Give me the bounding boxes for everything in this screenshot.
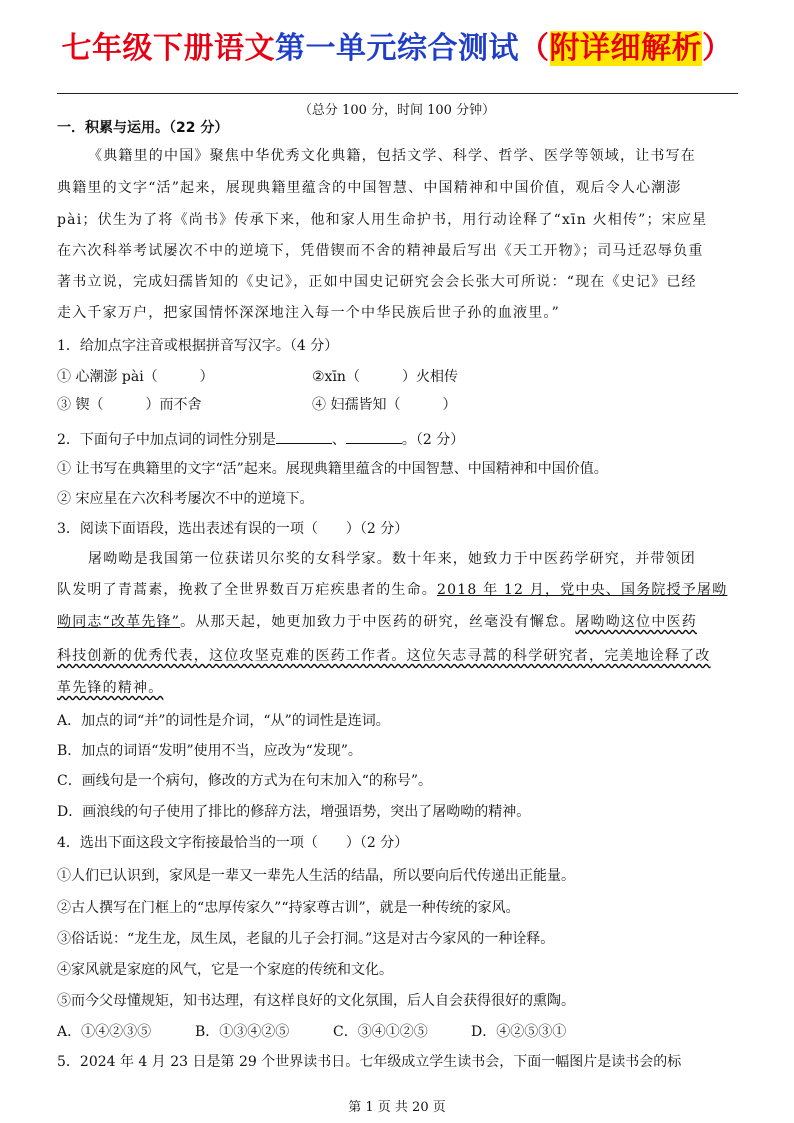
q3-underlined: 呦同志“改革先锋” (57, 614, 181, 630)
q4-choice-c: C．③④①②⑤ (333, 1024, 428, 1040)
q4-sentence: ④家风就是家庭的风气，它是一个家庭的传统和文化。 (57, 962, 393, 978)
title-highlight: 附详细解析 (549, 31, 702, 66)
q4-sentence: ②古人撰写在门框上的“忠厚传家久”“持家尊古训”，就是一种传统的家风。 (57, 900, 520, 916)
question-3-stem: 3．阅读下面语段，选出表述有误的一项（ ）（2 分） (57, 521, 409, 537)
title-part-grade: 七年级下册语文 (61, 31, 275, 66)
q3-wavy: 革先锋的精神。 (57, 680, 164, 696)
q3-wavy: 屠呦呦这位中医药 (575, 614, 697, 630)
page-footer: 第 1 页 共 20 页 (348, 1100, 446, 1115)
title-paren-close: ） (702, 31, 733, 66)
q1-item: ① 心潮澎 pài（ ） (57, 369, 214, 385)
q3-passage-line (57, 580, 727, 600)
q3-passage-line (57, 612, 697, 632)
q1-item: ④ 妇孺皆知（ ） (312, 397, 457, 413)
q3-option: B．加点的词语“发明”使用不当，应改为“发现”。 (57, 743, 362, 759)
question-5-stem: 5．2024 年 4 月 23 日是第 29 个世界读书日。七年级成立学生读书会，下面一幅图片是读书会的标 (57, 1054, 682, 1070)
q2-stem-a: 2．下面句子中加点词的词性分别是 (57, 432, 276, 448)
q3-text: 。从那天起，她更加致力于中医药的研究，丝毫没有懈怠。 (180, 614, 576, 630)
document-title (0, 30, 794, 68)
q4-sentence: ⑤而今父母懂规矩，知书达理，有这样良好的文化氛围，后人自会获得很好的熏陶。 (57, 993, 575, 1009)
q3-underlined: 2018 年 12 月，党中央、国务院授予屠呦 (437, 582, 728, 598)
answer-blank[interactable] (346, 429, 402, 444)
question-1-stem: 1．给加点字注音或根据拼音写汉字。（4 分） (57, 338, 339, 354)
exam-meta: （总分 100 分，时间 100 分钟） (298, 103, 496, 118)
section-heading: 一．积累与运用。（22 分） (57, 120, 229, 136)
question-2-stem (57, 429, 464, 450)
q4-sentence: ③俗话说：“龙生龙，凤生凤，老鼠的儿子会打洞。”这是对古今家风的一种诠释。 (57, 931, 555, 947)
q2-stem-sep: 、 (331, 432, 346, 448)
passage-line: 在六次科举考试屡次不中的逆境下，凭借锲而不舍的精神最后写出《天工开物》；司马迁忍辱负重 (57, 243, 704, 259)
answer-blank[interactable] (276, 429, 332, 444)
q2-sentence: ② 宋应星在六次科考屡次不中的逆境下。 (57, 491, 314, 507)
passage-line: 著书立说，完成妇孺皆知的《史记》，正如中国史记研究会会长张大可所说：“现在《史记》已经 (57, 274, 697, 290)
title-divider (57, 93, 738, 94)
q2-sentence: ① 让书写在典籍里的文字“活”起来。展现典籍里蕴含的中国智慧、中国精神和中国价值。 (57, 461, 608, 477)
q2-stem-b: 。（2 分） (401, 432, 465, 448)
q3-passage-line (57, 646, 711, 666)
q3-text: 队发明了青蒿素，挽救了全世界数百万疟疾患者的生命。 (57, 582, 437, 598)
q3-wavy: 科技创新的优秀代表，这位攻坚克难的医药工作者。这位矢志寻蒿的科学研究者，完美地诠释了改 (57, 648, 711, 664)
q4-sentence: ①人们已认识到，家风是一辈又一辈先人生活的结晶，所以要向后代传递出正能量。 (57, 868, 575, 884)
passage-line: pài；伏生为了将《尚书》传承下来，他和家人用生命护书，用行动诠释了“xīn 火相传”；宋应星 (57, 212, 708, 228)
question-4-stem: 4．选出下面这段文字衔接最恰当的一项（ ）（2 分） (57, 835, 409, 851)
q4-choice-d: D．④②⑤③① (471, 1024, 567, 1040)
q3-passage-line (57, 678, 163, 698)
passage-line: 走入千家万户，把家国情怀深深地注入每一个中华民族后世子孙的血液里。” (57, 305, 560, 321)
q1-item: ②xīn（ ）火相传 (312, 369, 458, 385)
q3-option: C．画线句是一个病句，修改的方式为在句末加入“的称号”。 (57, 773, 433, 789)
q3-passage-line: 屠呦呦是我国第一位获诺贝尔奖的女科学家。数十年来，她致力于中医药学研究，并带领团 (88, 551, 696, 567)
q4-choice-a: A．①④②③⑤ (57, 1024, 152, 1040)
title-paren-open: （ (519, 31, 550, 66)
passage-line: 典籍里的文字“活”起来，展现典籍里蕴含的中国智慧、中国精神和中国价值，观后令人心潮澎 (57, 180, 682, 196)
q4-choice-b: B．①③④②⑤ (195, 1024, 290, 1040)
q1-item: ③ 锲（ ）而不舍 (57, 397, 202, 413)
q3-option: A．加点的词“并”的词性是介词，“从”的词性是连词。 (57, 713, 390, 729)
title-part-test: 第一单元综合测试 (275, 31, 519, 66)
q3-option: D．画浪线的句子使用了排比的修辞方法，增强语势，突出了屠呦呦的精神。 (57, 804, 531, 820)
passage-line: 《典籍里的中国》聚焦中华优秀文化典籍，包括文学、科学、哲学、医学等领域，让书写在 (88, 148, 696, 164)
